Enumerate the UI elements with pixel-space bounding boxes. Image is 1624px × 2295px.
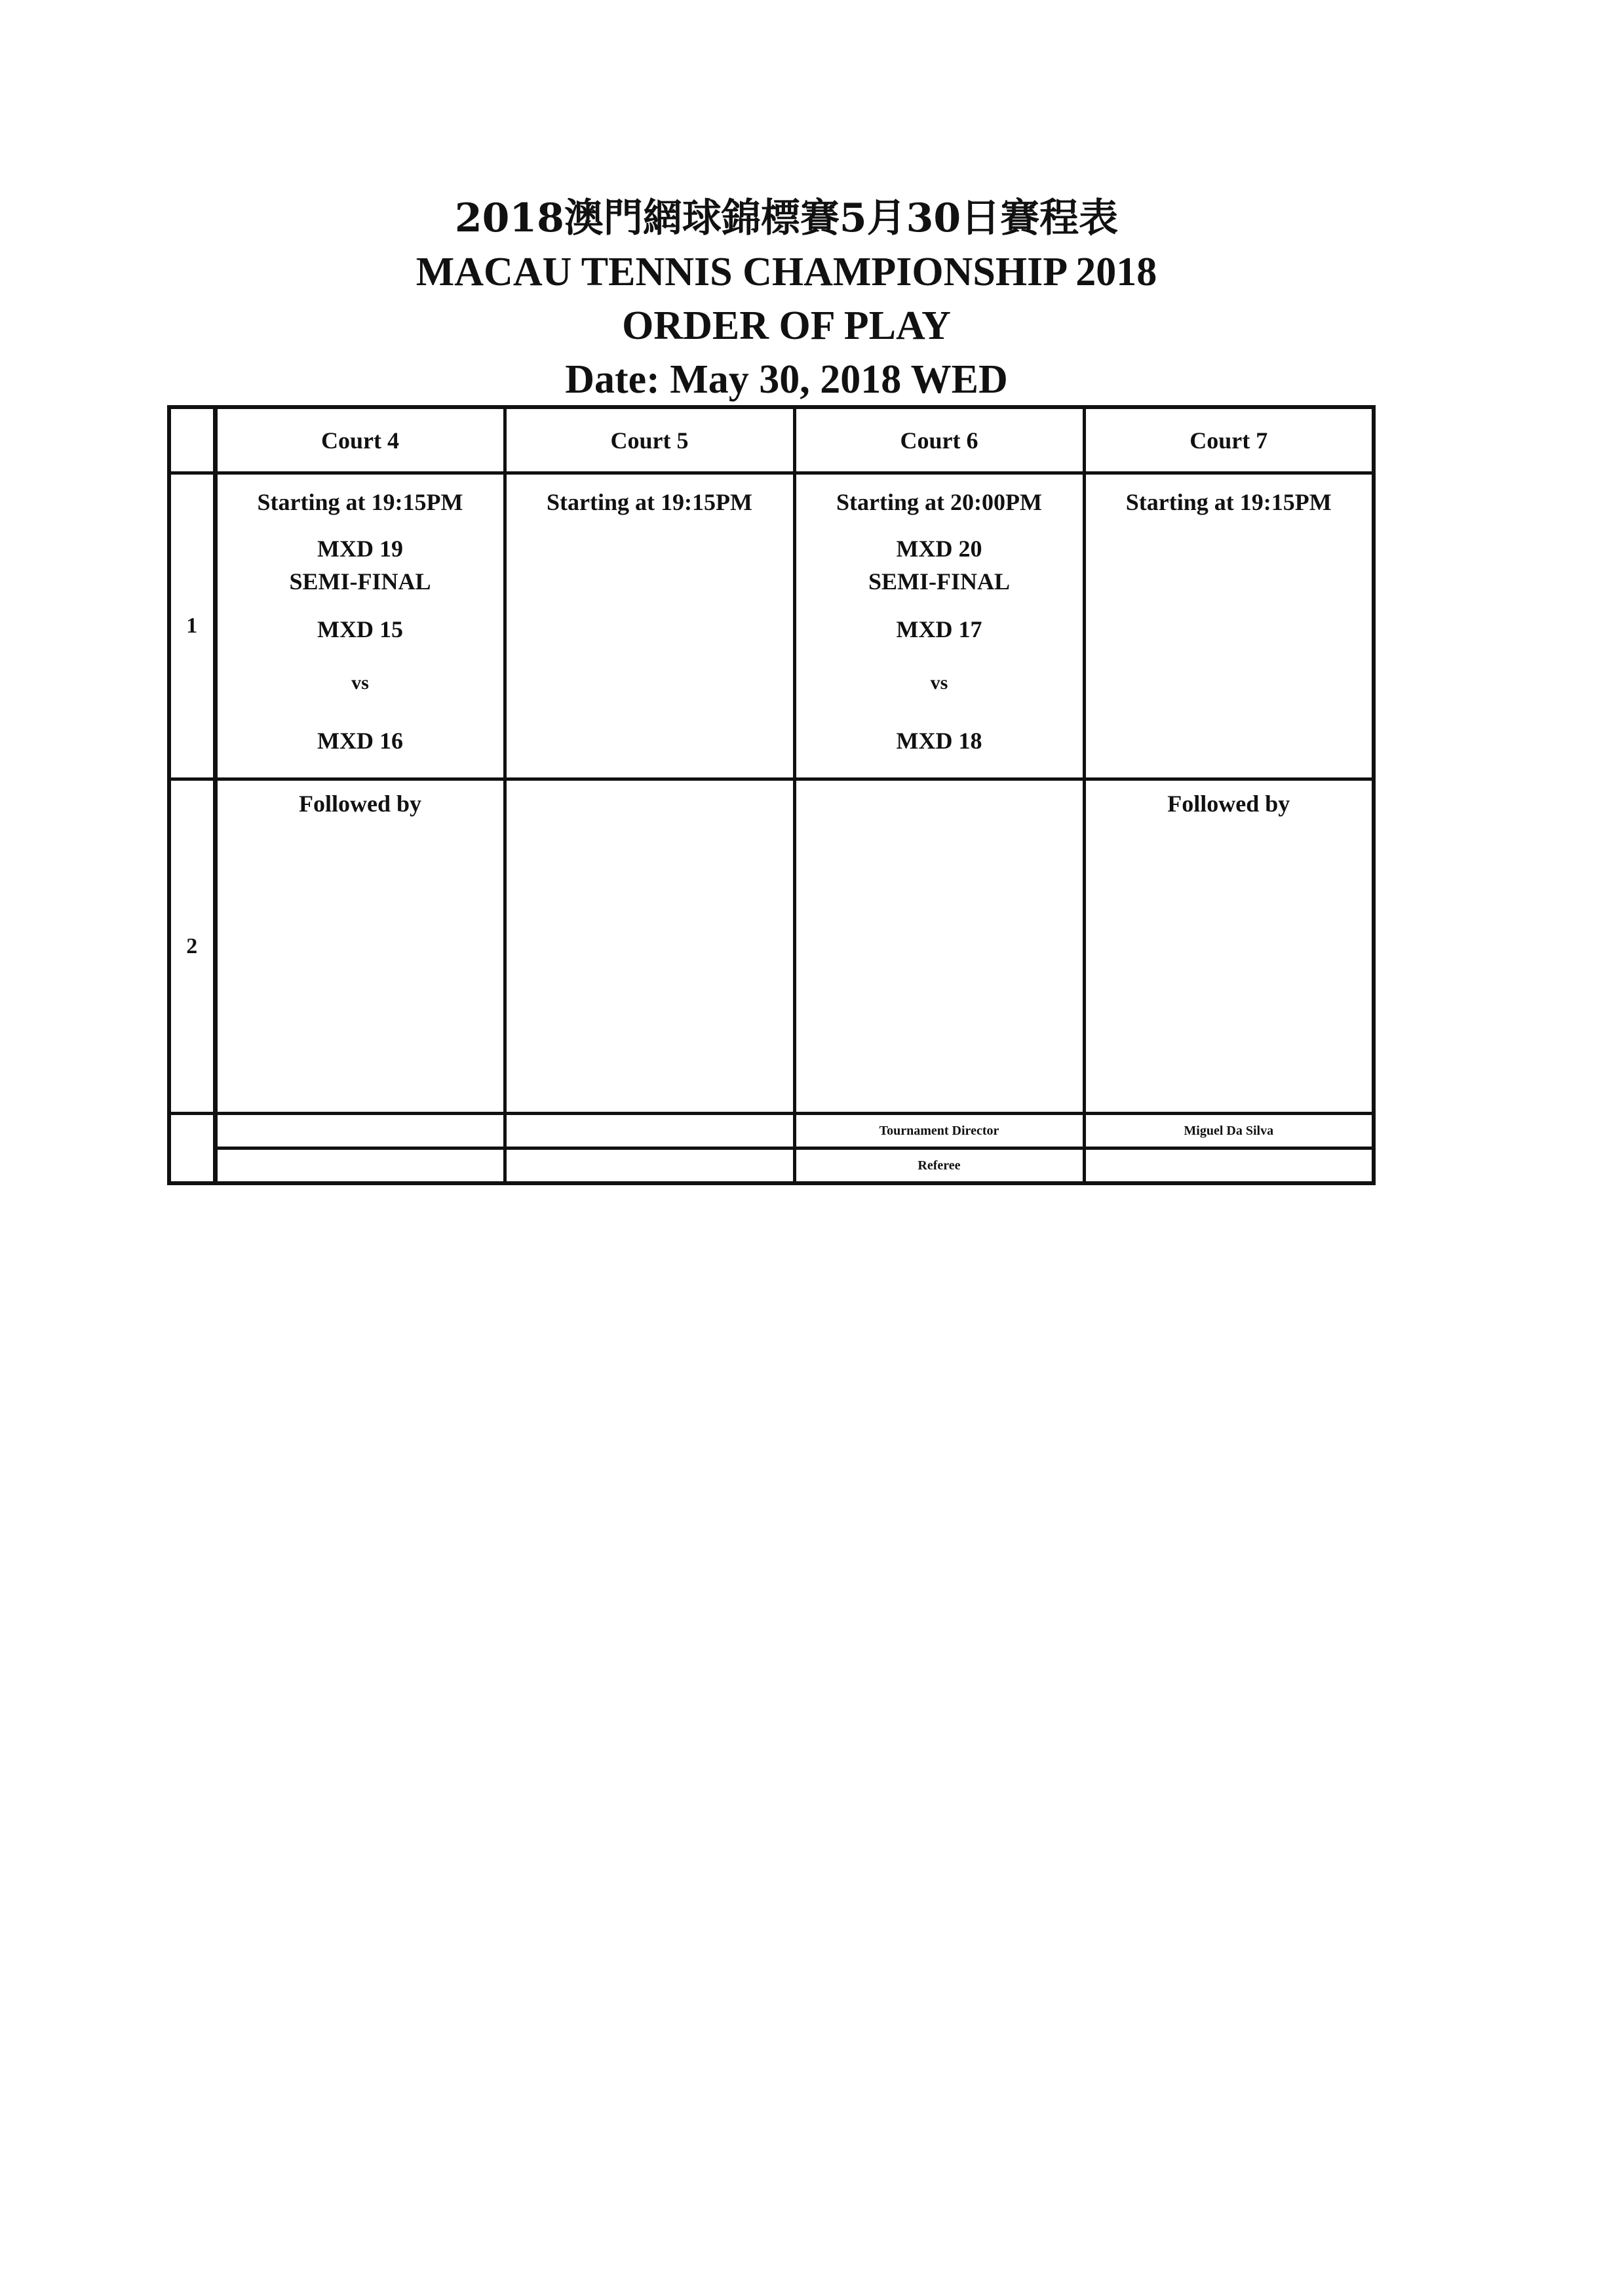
footer-label-cell (169, 1114, 215, 1184)
start-time: Starting at 20:00PM (836, 489, 1042, 515)
versus-label: vs (351, 672, 369, 694)
order-of-play-table (167, 405, 1376, 1185)
slot-1-court-5-cell (505, 473, 794, 779)
slot-1-court-6-cell (794, 473, 1084, 779)
team-a: MXD 15 (317, 616, 403, 642)
slot-2-court-7-cell (1084, 779, 1374, 1114)
slot-2-court-6-cell (794, 779, 1084, 1114)
match-number: MXD 19 (317, 536, 403, 562)
slot-2-court-4-cell (215, 779, 505, 1114)
footer-row-director (169, 1114, 1374, 1148)
schedule-date: Date: May 30, 2018 WED (565, 357, 1008, 402)
followed-by-label: Followed by (298, 791, 421, 817)
versus-label: vs (930, 672, 948, 694)
team-a: MXD 17 (896, 616, 982, 642)
followed-by-label: Followed by (1167, 791, 1290, 817)
referee-name-cell (1084, 1148, 1374, 1184)
footer-row-referee (169, 1148, 1374, 1184)
title-chinese: 2018澳門網球錦標賽5月30日賽程表 (454, 195, 1119, 241)
start-time: Starting at 19:15PM (547, 489, 752, 515)
start-time: Starting at 19:15PM (1125, 489, 1332, 515)
court-4-header: Court 4 (215, 407, 505, 473)
slot-2-row (169, 779, 1374, 1114)
court-5-header: Court 5 (505, 407, 794, 473)
title-english: MACAU TENNIS CHAMPIONSHIP 2018 (416, 250, 1157, 294)
team-b: MXD 16 (317, 728, 403, 754)
tournament-director-label: Tournament Director (794, 1114, 1084, 1148)
document-header (0, 191, 1573, 406)
footer-empty-cell (505, 1148, 794, 1184)
match-number: MXD 20 (896, 536, 982, 562)
referee-label: Referee (794, 1148, 1084, 1184)
slot-1-label: 1 (169, 473, 215, 779)
subtitle-order-of-play: ORDER OF PLAY (622, 304, 951, 348)
court-7-header: Court 7 (1084, 407, 1374, 473)
match-round: SEMI-FINAL (868, 568, 1011, 595)
match-round: SEMI-FINAL (289, 568, 431, 595)
slot-2-label: 2 (169, 779, 215, 1114)
start-time: Starting at 19:15PM (257, 489, 463, 515)
footer-empty-cell (215, 1114, 505, 1148)
court-6-header: Court 6 (794, 407, 1084, 473)
footer-empty-cell (505, 1114, 794, 1148)
footer-empty-cell (215, 1148, 505, 1184)
slot-1-court-4-cell (215, 473, 505, 779)
slot-1-row (169, 473, 1374, 779)
slot-1-court-7-cell (1084, 473, 1374, 779)
team-b: MXD 18 (896, 728, 982, 754)
tournament-director-name: Miguel Da Silva (1084, 1114, 1374, 1148)
slot-2-court-5-cell (505, 779, 794, 1114)
corner-cell (169, 407, 215, 473)
courts-header-row (169, 407, 1374, 473)
